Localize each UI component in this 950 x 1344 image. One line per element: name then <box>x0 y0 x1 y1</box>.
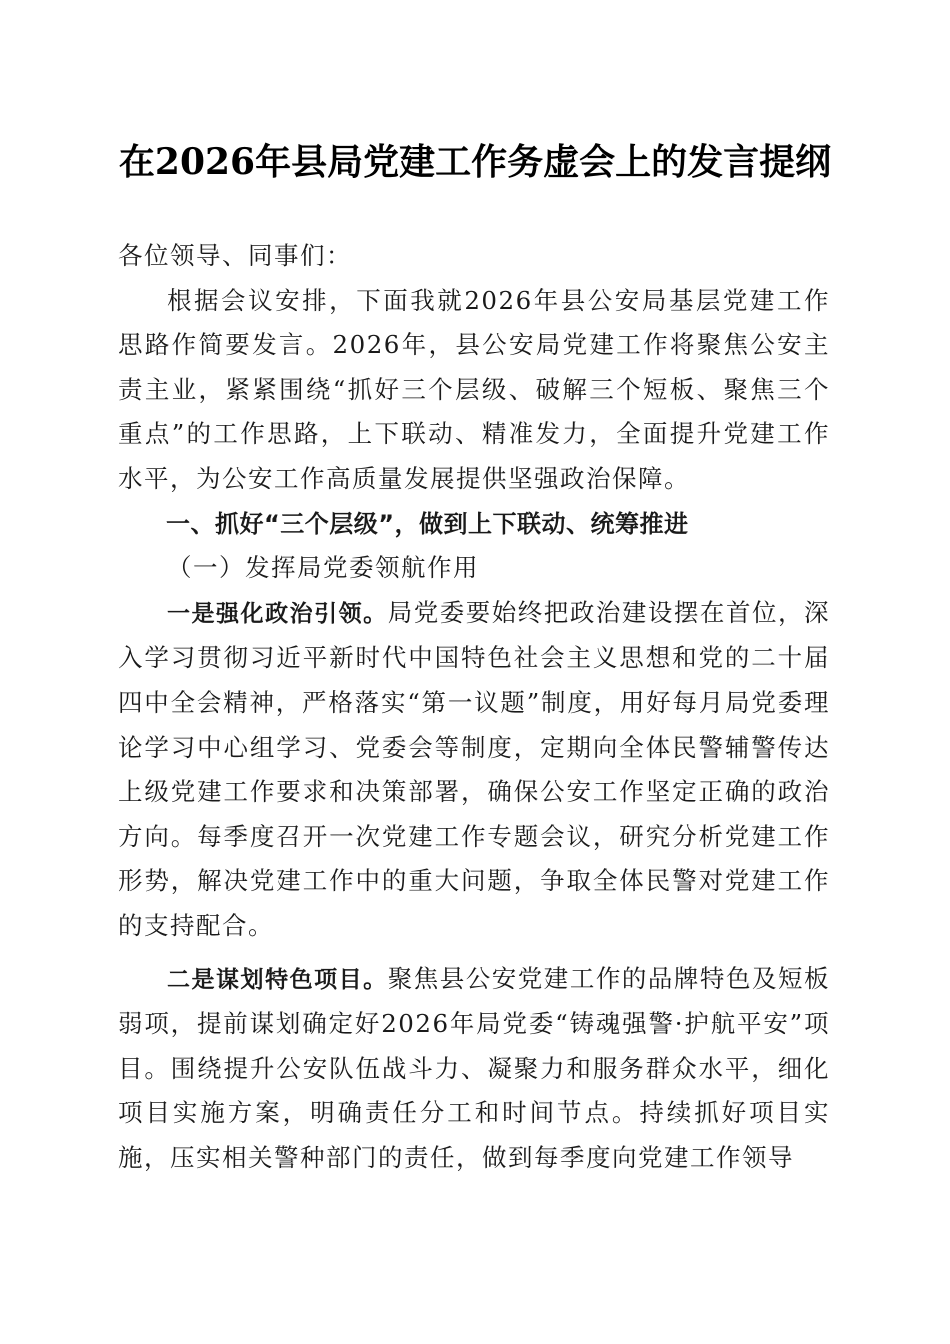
subsection-heading: （一）发挥局党委领航作用 <box>167 553 479 583</box>
intro-paragraph: 根据会议安排，下面我就2026年县公安局基层党建工作思路作简要发言。2026年，县公安局党建工作将聚焦公安主责主业，紧紧围绕“抓好三个层级、破解三个短板、聚焦三个重点”的工作思路，上下联动、精准发力，全面提升党建工作水平，为公安工作高质量发展提供坚强政治保障。 <box>118 285 830 493</box>
item-lead-2: 二是谋划特色项目。 <box>167 966 388 993</box>
salutation: 各位领导、同事们： <box>118 241 352 270</box>
document-title: 在2026年县局党建工作务虚会上的发言提纲 <box>118 141 832 183</box>
paragraph-gap <box>118 949 830 957</box>
document-body <box>118 234 830 1180</box>
section-heading: 一、抓好“三个层级”，做到上下联动、统筹推进 <box>166 509 689 538</box>
item-text-2: 聚焦县公安党建工作的品牌特色及短板弱项，提前谋划确定好2026年局党委“铸魂强警·护航平安”项目。围绕提升公安队伍战斗力、凝聚力和服务群众水平，细化项目实施方案，明确责任分工和时间节点。持续抓好项目实施，压实相关警种部门的责任，做到每季度向党建工作领导 <box>118 963 831 1172</box>
item-paragraph-1 <box>118 591 830 949</box>
item-lead-1: 一是强化政治引领。 <box>167 600 388 627</box>
item-text-1: 局党委要始终把政治建设摆在首位，深入学习贯彻习近平新时代中国特色社会主义思想和党的二十届四中全会精神，严格落实“第一议题”制度，用好每月局党委理论学习中心组学习、党委会等制度，定期向全体民警辅警传达上级党建工作要求和决策部署，确保公安工作坚定正确的政治方向。每季度召开一次党建工作专题会议，研究分析党建工作形势，解决党建工作中的重大问题，争取全体民警对党建工作的支持配合。 <box>118 597 831 940</box>
item-paragraph-2 <box>118 957 830 1181</box>
